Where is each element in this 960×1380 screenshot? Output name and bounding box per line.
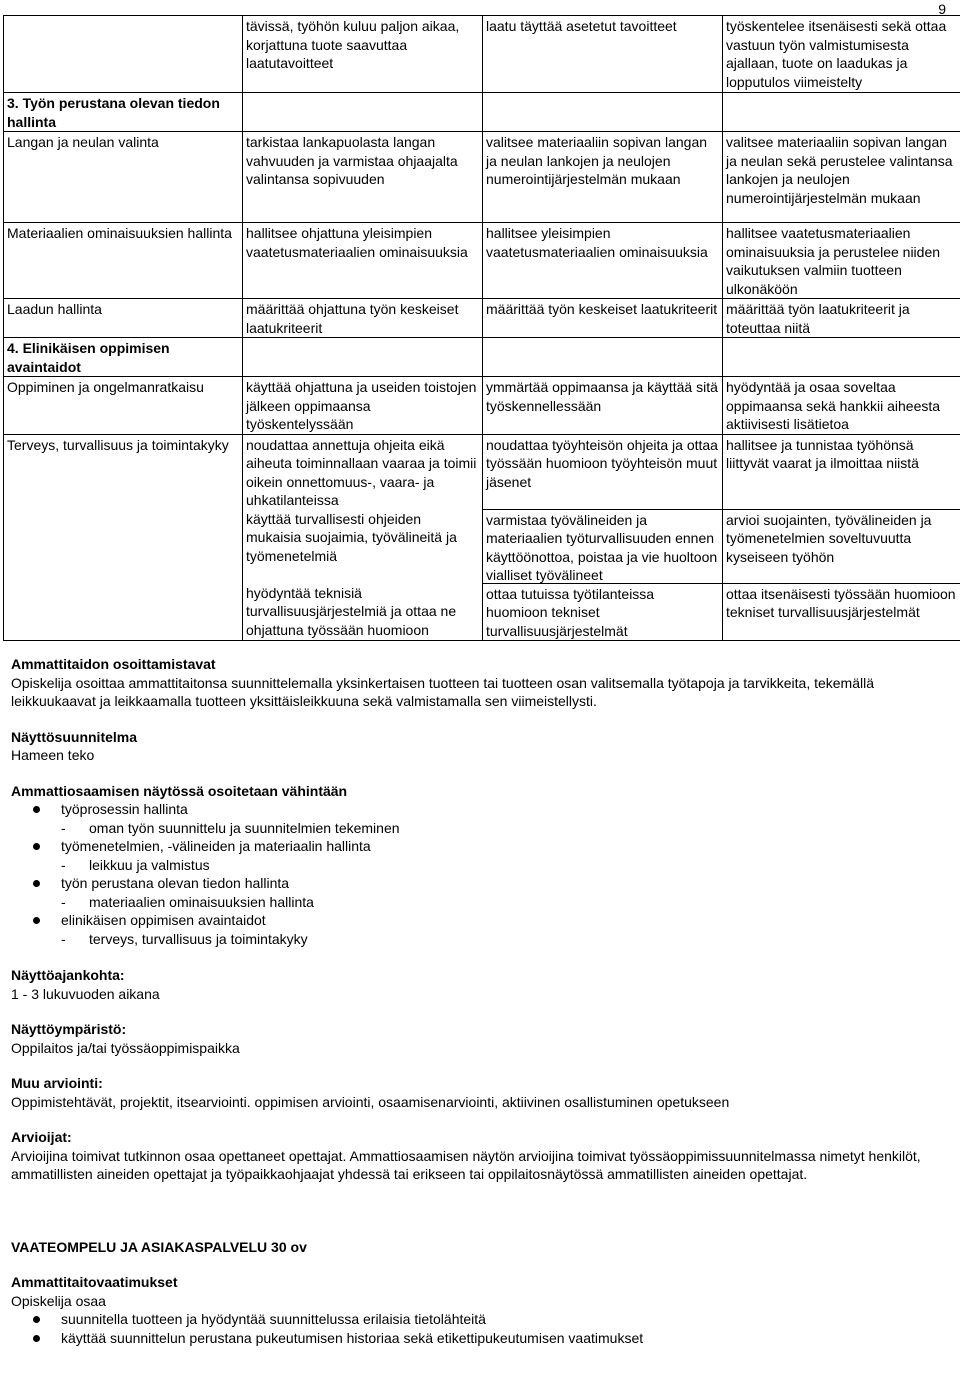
assessment-criteria-table [3, 15, 960, 641]
criteria-tyydyttava: käyttää ohjattuna ja useiden toistojen jälkeen oppimaansa työskentelyssään [243, 377, 483, 435]
section-heading: 4. Elinikäisen oppimisen avaintaidot [4, 338, 243, 377]
page-number: 9 [938, 1, 946, 17]
section-title: Näyttöajankohta: [11, 967, 125, 983]
section-text: Oppilaitos ja/tai työssäoppimispaikka [11, 1039, 240, 1056]
table-row [4, 377, 960, 435]
table-row [4, 434, 960, 641]
list-subitem: - oman työn suunnittelu ja suunnitelmien tekeminen [61, 819, 400, 836]
criteria-hyva: valitsee materiaaliin sopivan langan ja neulan lankojen ja neulojen numerointijärjestelmän mukaan [483, 132, 723, 223]
criteria-hyva: laatu täyttää asetetut tavoitteet [483, 16, 723, 93]
section-title: Muu arviointi: [11, 1075, 103, 1091]
criteria-hyva: ymmärtää oppimaansa ja käyttää sitä työskennellessään [483, 377, 723, 435]
row-label: Materiaalien ominaisuuksien hallinta [4, 223, 243, 299]
row-label: Langan ja neulan valinta [4, 132, 243, 223]
section-text: Oppimistehtävät, projektit, itsearviointi. oppimisen arviointi, osaamisenarviointi, aktiivinen osallistuminen opetukseen [11, 1093, 730, 1110]
criteria-kiitettava: määrittää työn laatukriteerit ja toteuttaa niitä [723, 299, 960, 338]
list-item: elinikäisen oppimisen avaintaidot [11, 911, 951, 930]
table-row [4, 299, 960, 338]
table-row-heading [4, 338, 960, 377]
criteria-tyydyttava: hallitsee ohjattuna yleisimpien vaatetusmateriaalien ominaisuuksia [243, 223, 483, 299]
criteria-hyva [483, 434, 723, 641]
criteria-kiitettava: valitsee materiaaliin sopivan langan ja neulan sekä perustelee valintansa lankojen ja neulojen numerointijärjestelmän mukaan [723, 132, 960, 223]
criteria-item: noudattaa annettuja ohjeita eikä aiheuta toiminnallaan vaaraa ja toimii oikein onnettomuus-, vaara- ja uhkatilanteissa [246, 436, 477, 508]
section-title: Ammattiosaamisen näytössä osoitetaan vähintään [11, 782, 348, 799]
list-item: käyttää suunnittelun perustana pukeutumisen historiaa sekä etikettipukeutumisen vaatimukset [11, 1329, 951, 1348]
criteria-kiitettava: hyödyntää ja osaa soveltaa oppimaansa sekä hankkii aiheesta aktiivisesti lisätietoa [723, 377, 960, 435]
criteria-item: arvioi suojainten, työvälineiden ja työmenetelmien soveltuvuutta kyseiseen työhön [723, 510, 960, 584]
table-row [4, 16, 960, 93]
section-text: Hameen teko [11, 747, 95, 763]
criteria-tyydyttava: määrittää ohjattuna työn keskeiset laatukriteerit [243, 299, 483, 338]
list-item: työprosessin hallinta [11, 800, 951, 819]
criteria-item: hallitsee ja tunnistaa työhönsä liittyvät vaarat ja ilmoittaa niistä [723, 435, 960, 510]
list-item: työmenetelmien, -välineiden ja materiaalin hallinta [11, 837, 951, 856]
section-title: Näyttösuunnitelma [11, 728, 138, 745]
criteria-item: käyttää turvallisesti ohjeiden mukaisia suojaimia, työvälineitä ja työmenetelmiä [246, 510, 457, 564]
criteria-kiitettava: hallitsee vaatetusmateriaalien ominaisuuksia ja perustelee niiden vaikutuksen valmiin tuotteen ulkonäköön [723, 223, 960, 299]
section-text: Arvioijina toimivat tutkinnon osaa opettaneet opettajat. Ammattiosaamisen näytön arvioijina toimivat työssäoppimissuunnitelmassa nimetyt henkilöt, ammatillisten aineiden opettajat ja työpaikkaohjaajat yhdessä tai erikseen tai oppilaitosnäytössä ammatillisten aineiden opettajat. [11, 1147, 921, 1182]
criteria-tyydyttava: tarkistaa lankapuolasta langan vahvuuden ja varmistaa ohjaajalta valintansa sopivuuden [243, 132, 483, 223]
list-subitem: - terveys, turvallisuus ja toimintakyky [61, 930, 308, 947]
criteria-kiitettava: työskentelee itsenäisesti sekä ottaa vastuun työn valmistumisesta ajallaan, tuote on laadukas ja lopputulos viimeistelty [723, 16, 960, 93]
requirements-list [11, 800, 951, 819]
criteria-item: ottaa tutuissa työtilanteissa huomioon tekniset turvallisuusjärjestelmät [486, 585, 655, 639]
list-subitem: - materiaalien ominaisuuksien hallinta [61, 893, 314, 910]
row-label: Laadun hallinta [4, 299, 243, 338]
criteria-item: ottaa itsenäisesti työssään huomioon tekniset turvallisuusjärjestelmät [726, 585, 956, 620]
section-text: Opiskelija osoittaa ammattitaitonsa suunnittelemalla yksinkertaisen tuotteen tai tuotteen osan valitsemalla työtapoja ja tarvikkeita, tekemällä leikkuukaavat ja leikkaamalla tuotteen yksittäisleikkuuna sekä valmistamalla sen viimeistellysti. [11, 674, 875, 709]
list-item: työn perustana olevan tiedon hallinta [11, 874, 951, 893]
table-row-heading [4, 93, 960, 132]
section-heading: 3. Työn perustana olevan tiedon hallinta [4, 93, 243, 132]
section-title: Ammattitaidon osoittamistavat [11, 656, 216, 672]
row-label: Oppiminen ja ongelmanratkaisu [4, 377, 243, 435]
section-title: Ammattitaitovaatimukset [11, 1274, 178, 1290]
criteria-tyydyttava: tävissä, työhön kuluu paljon aikaa, korjattuna tuote saavuttaa laatutavoitteet [243, 16, 483, 93]
list-subitem: - leikkuu ja valmistus [61, 856, 210, 873]
document-body [11, 655, 951, 1347]
section-title: Näyttöympäristö: [11, 1021, 127, 1037]
criteria-item: varmistaa työvälineiden ja materiaalien työturvallisuuden ennen käyttöönottoa, poistaa ja vie huoltoon vialliset työvälineet [483, 510, 722, 584]
criteria-tyydyttava [243, 434, 483, 641]
criteria-hyva: hallitsee yleisimpien vaatetusmateriaalien ominaisuuksia [483, 223, 723, 299]
criteria-item: noudattaa työyhteisön ohjeita ja ottaa työssään huomioon työyhteisön muut jäsenet [483, 435, 722, 510]
row-label [4, 16, 243, 93]
section-title: Arvioijat: [11, 1129, 72, 1145]
module-title: VAATEOMPELU JA ASIAKASPALVELU 30 ov [11, 1238, 307, 1255]
list-item: suunnitella tuotteen ja hyödyntää suunnittelussa erilaisia tietolähteitä [11, 1310, 951, 1329]
goals-list [11, 1310, 951, 1347]
criteria-kiitettava [723, 434, 960, 641]
row-label: Terveys, turvallisuus ja toimintakyky [4, 434, 243, 641]
table-row [4, 223, 960, 299]
section-text: Opiskelija osaa [11, 1292, 106, 1309]
criteria-item: hyödyntää teknisiä turvallisuusjärjestelmiä ja ottaa ne ohjattuna työssään huomioon [246, 584, 457, 638]
table-row [4, 132, 960, 223]
criteria-hyva: määrittää työn keskeiset laatukriteerit [483, 299, 723, 338]
section-text: 1 - 3 lukuvuoden aikana [11, 985, 160, 1002]
